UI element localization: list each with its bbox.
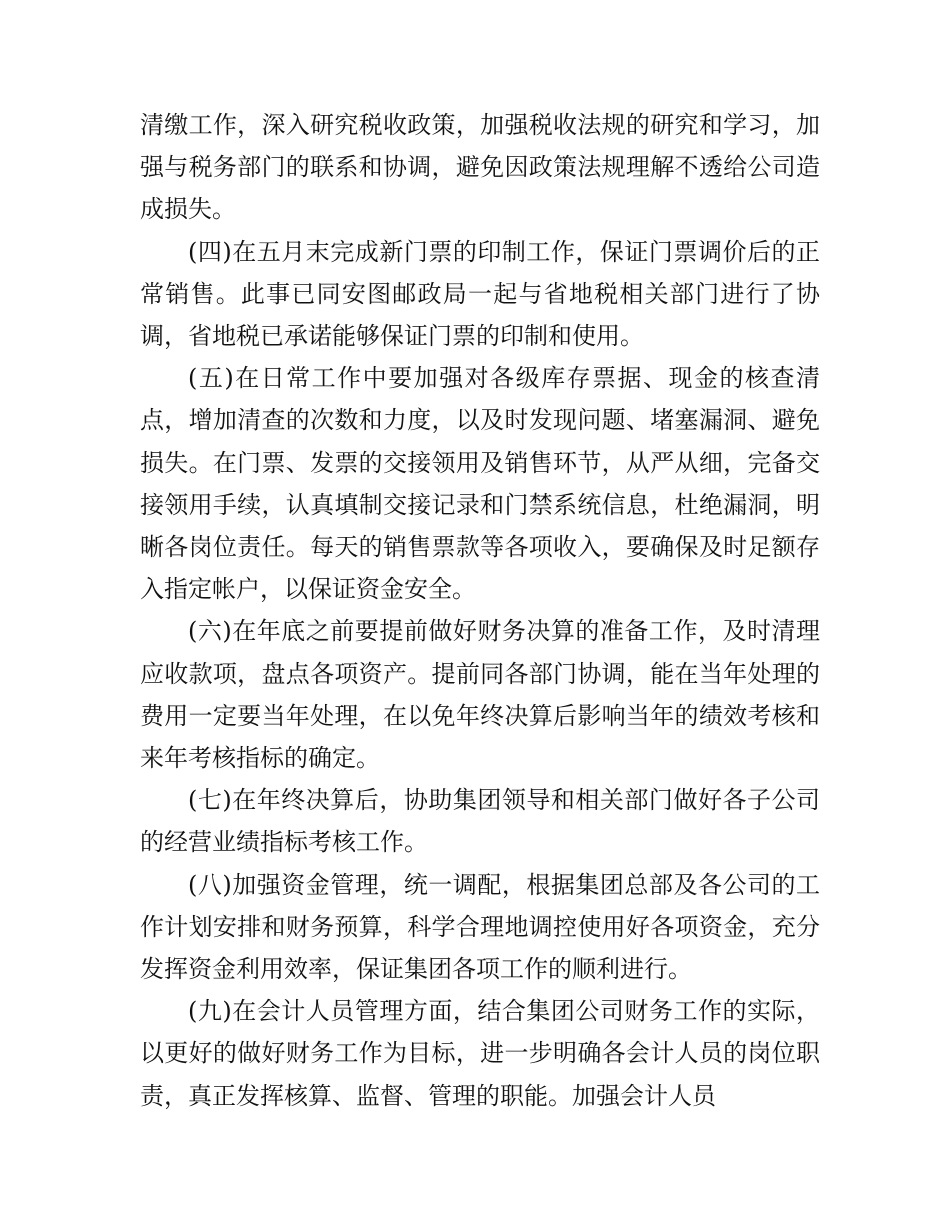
- paragraph-item-4: (四)在五月末完成新门票的印制工作，保证门票调价后的正常销售。此事已同安图邮政局一起与省地税相关部门进行了协调，省地税已承诺能够保证门票的印制和使用。: [140, 237, 820, 351]
- paragraph-item-5: (五)在日常工作中要加强对各级库存票据、现金的核查清点，增加清查的次数和力度，以及时发现问题、堵塞漏洞、避免损失。在门票、发票的交接领用及销售环节，从严从细，完备交接领用手续，认真填制交接记录和门禁系统信息，杜绝漏洞，明晰各岗位责任。每天的销售票款等各项收入，要确保及时足额存入指定帐户，以保证资金安全。: [140, 364, 820, 604]
- document-body: [140, 104, 820, 1117]
- paragraph-item-7: (七)在年终决算后，协助集团领导和相关部门做好各子公司的经营业绩指标考核工作。: [140, 786, 820, 857]
- paragraph-item-8: (八)加强资金管理，统一调配，根据集团总部及各公司的工作计划安排和财务预算，科学合理地调控使用好各项资金，充分发挥资金利用效率，保证集团各项工作的顺利进行。: [140, 870, 820, 984]
- paragraph-item-9: (九)在会计人员管理方面，结合集团公司财务工作的实际，以更好的做好财务工作为目标，进一步明确各会计人员的岗位职责，真正发挥核算、监督、管理的职能。加强会计人员: [140, 997, 820, 1110]
- paragraph-continuation: 清缴工作，深入研究税收政策，加强税收法规的研究和学习，加强与税务部门的联系和协调，避免因政策法规理解不透给公司造成损失。: [140, 111, 820, 224]
- paragraph-item-6: (六)在年底之前要提前做好财务决算的准备工作，及时清理应收款项，盘点各项资产。提前同各部门协调，能在当年处理的费用一定要当年处理，在以免年终决算后影响当年的绩效考核和来年考核指标的确定。: [140, 617, 820, 773]
